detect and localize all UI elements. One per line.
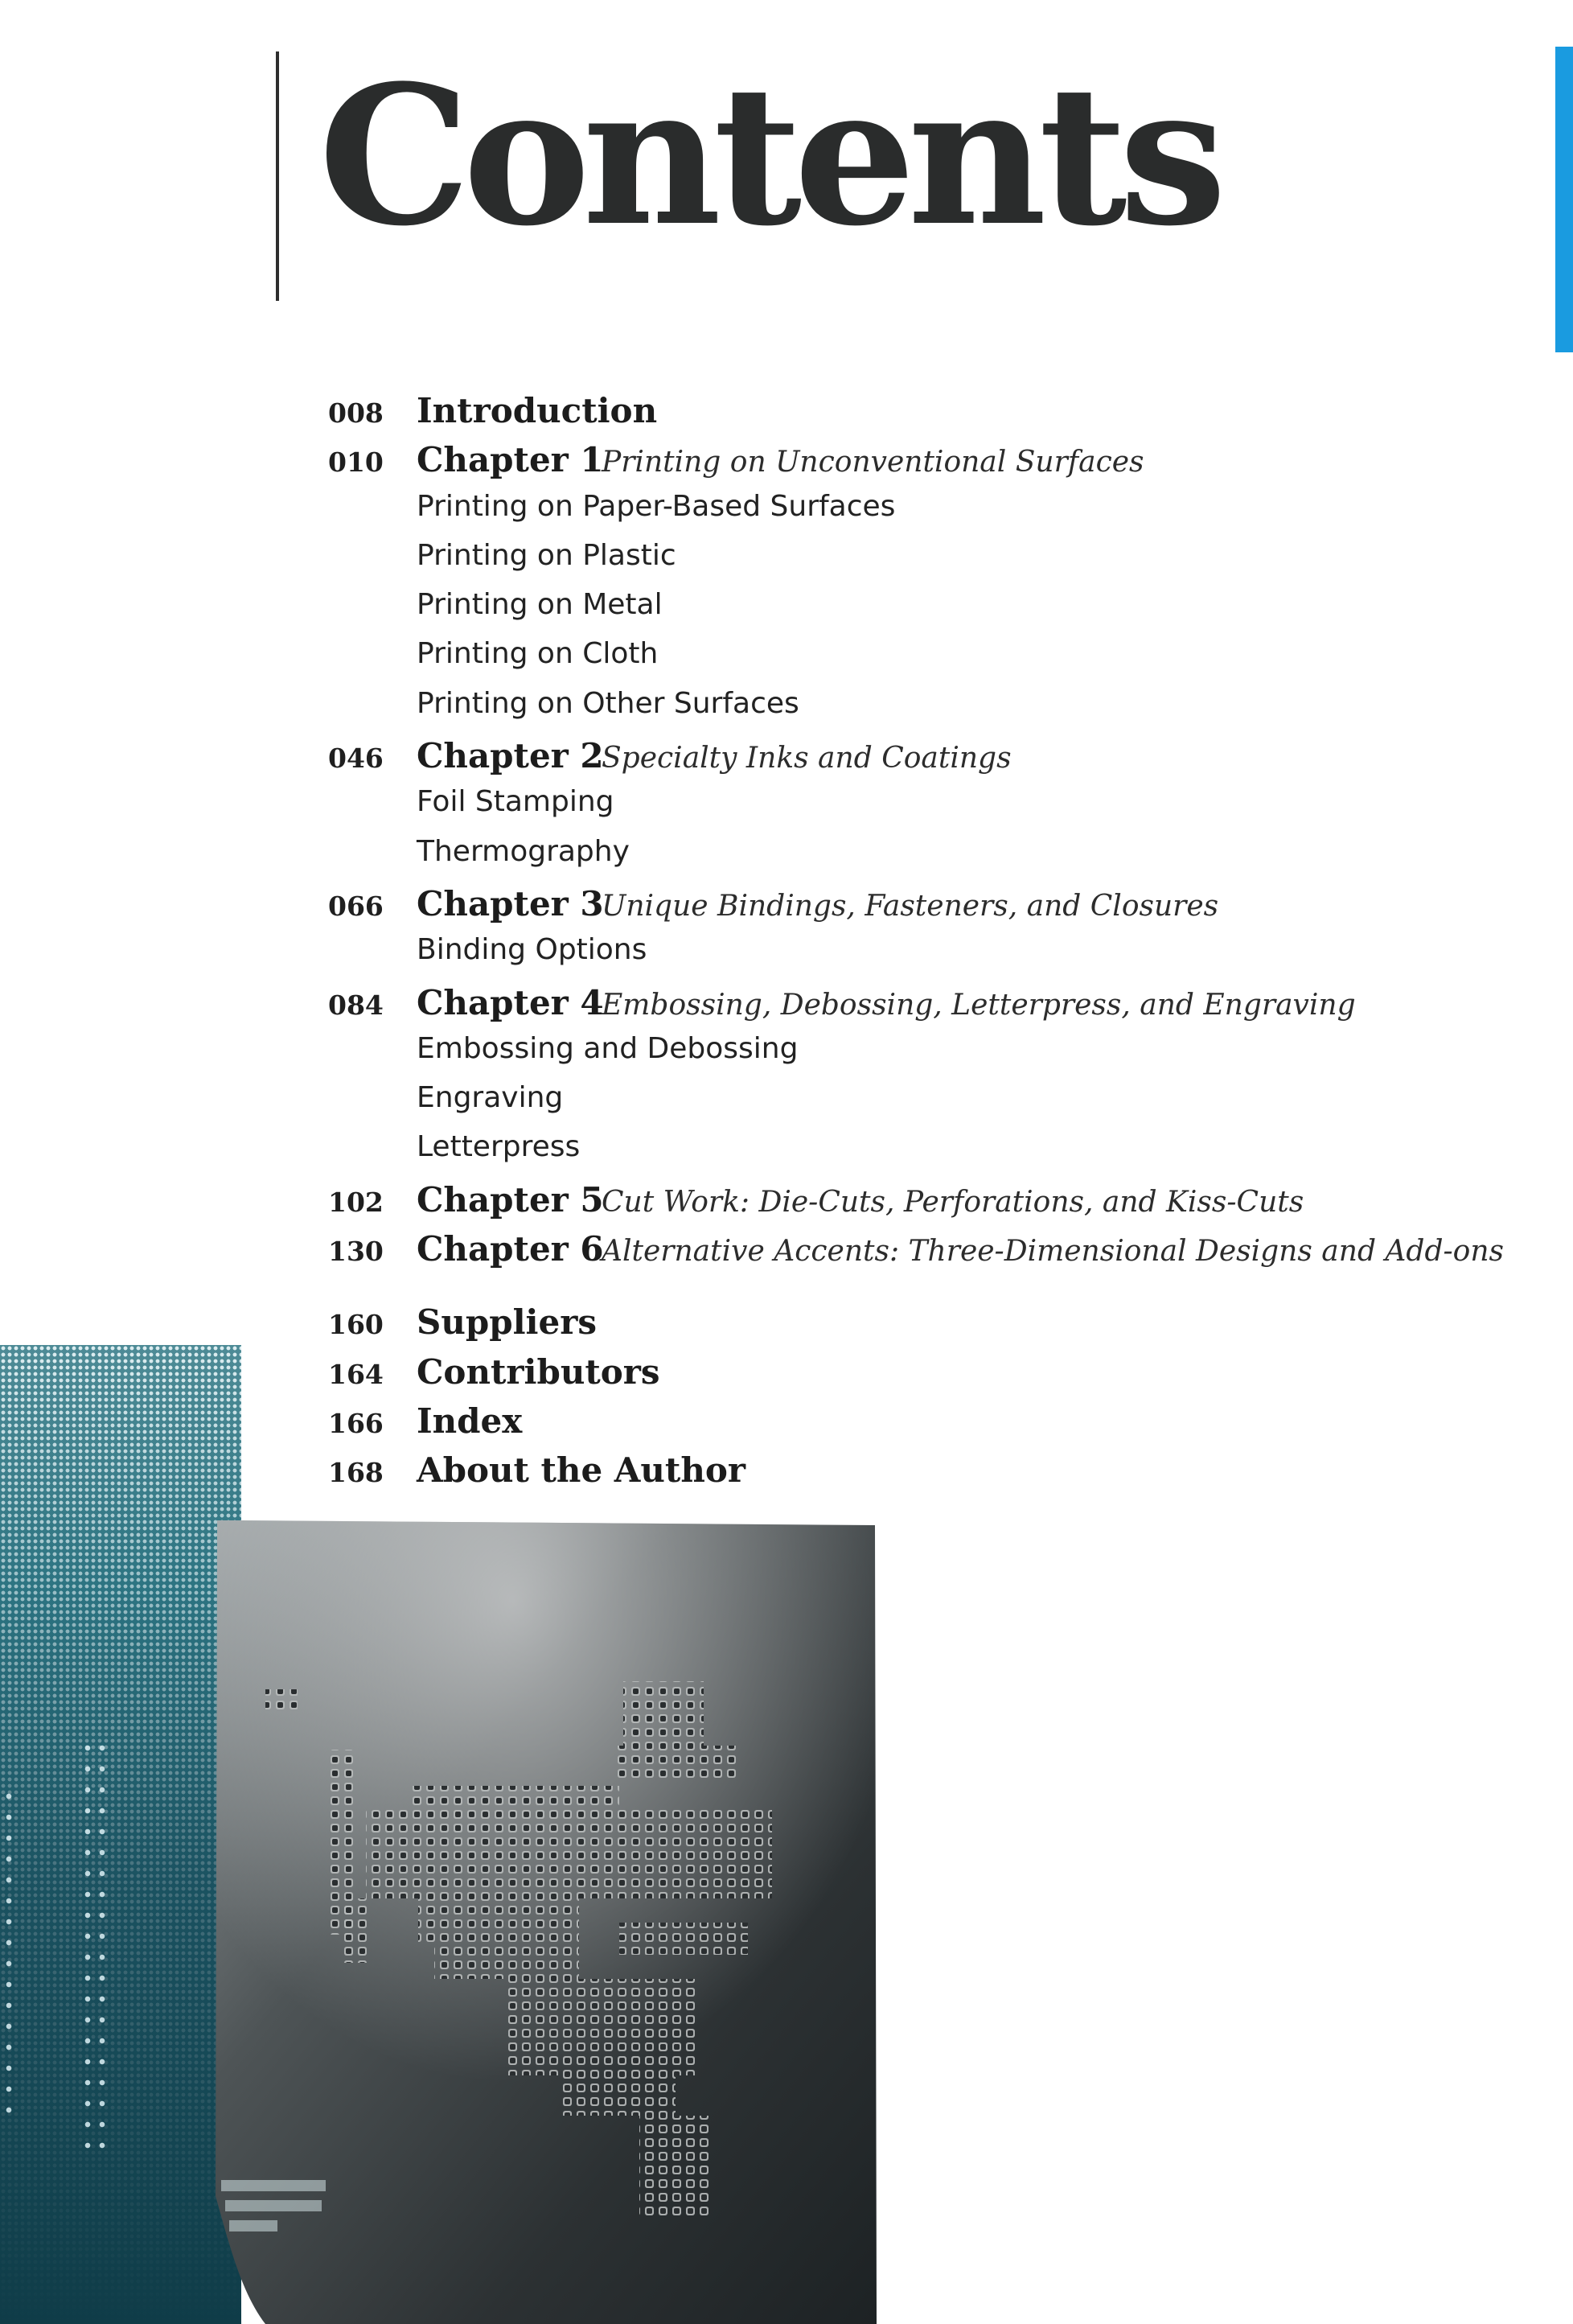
entry-label: About the Author — [417, 1450, 746, 1491]
spacer — [328, 1278, 1470, 1302]
toc-entry-chapter-3[interactable] — [328, 884, 1470, 933]
chapter-title: Specialty Inks and Coatings — [602, 742, 1012, 775]
section-label: Engraving — [417, 1081, 564, 1115]
toc-section[interactable] — [328, 588, 1470, 637]
section-label: Letterpress — [417, 1130, 581, 1164]
chapter-label: Chapter 6 — [417, 1229, 604, 1269]
table-of-contents — [328, 391, 1505, 1500]
toc-entry-contributors[interactable] — [328, 1352, 1470, 1401]
toc-entry-chapter-4[interactable] — [328, 983, 1470, 1032]
embossed-card-photo — [0, 1520, 877, 2324]
entry-label: Suppliers — [417, 1302, 598, 1343]
toc-entry-chapter-1[interactable] — [328, 440, 1470, 489]
page-number: 008 — [328, 397, 384, 429]
toc-entry-chapter-5[interactable] — [328, 1180, 1470, 1229]
section-label: Printing on Paper-Based Surfaces — [417, 489, 896, 523]
toc-section[interactable] — [328, 687, 1470, 736]
page-number: 168 — [328, 1457, 384, 1489]
toc-section[interactable] — [328, 490, 1470, 539]
page-number: 046 — [328, 742, 384, 775]
section-label: Foil Stamping — [417, 785, 614, 819]
page-number: 010 — [328, 446, 384, 479]
toc-entry-introduction[interactable] — [328, 391, 1470, 440]
toc-section[interactable] — [328, 785, 1470, 834]
accent-tab — [1555, 47, 1573, 352]
page-number: 166 — [328, 1407, 384, 1439]
toc-entry-suppliers[interactable] — [328, 1302, 1470, 1351]
chapter-title: Alternative Accents: Three-Dimensional Designs and Add-ons — [602, 1235, 1505, 1269]
toc-section[interactable] — [328, 933, 1470, 982]
chapter-label: Chapter 1 — [417, 440, 604, 480]
section-label: Embossing and Debossing — [417, 1031, 799, 1065]
toc-entry-chapter-6[interactable] — [328, 1229, 1505, 1278]
page-number: 084 — [328, 989, 384, 1021]
chapter-label: Chapter 4 — [417, 982, 604, 1022]
chapter-label: Chapter 2 — [417, 736, 604, 776]
chapter-title: Cut Work: Die-Cuts, Perforations, and Kiss-Cuts — [602, 1185, 1304, 1219]
chapter-title: Unique Bindings, Fasteners, and Closures — [602, 889, 1219, 923]
title-rule — [276, 51, 279, 301]
chapter-title: Embossing, Debossing, Letterpress, and Engraving — [602, 988, 1356, 1022]
chapter-label: Chapter 3 — [417, 883, 604, 923]
toc-section[interactable] — [328, 637, 1470, 686]
toc-section[interactable] — [328, 1130, 1470, 1179]
toc-entry-chapter-2[interactable] — [328, 736, 1470, 785]
page-number: 102 — [328, 1186, 384, 1218]
section-label: Printing on Cloth — [417, 637, 659, 671]
toc-entry-about-the-author[interactable] — [328, 1450, 1470, 1499]
chapter-label: Chapter 5 — [417, 1179, 604, 1220]
page-number: 130 — [328, 1236, 384, 1268]
section-label: Printing on Other Surfaces — [417, 686, 799, 720]
entry-label: Index — [417, 1401, 523, 1441]
page-number: 066 — [328, 890, 384, 922]
chapter-title: Printing on Unconventional Surfaces — [602, 446, 1144, 479]
section-label: Thermography — [417, 834, 630, 868]
entry-label: Contributors — [417, 1351, 660, 1392]
toc-section[interactable] — [328, 1081, 1470, 1130]
section-label: Binding Options — [417, 933, 647, 967]
entry-label: Introduction — [417, 391, 658, 430]
toc-entry-index[interactable] — [328, 1401, 1470, 1450]
toc-section[interactable] — [328, 1032, 1470, 1081]
toc-section[interactable] — [328, 835, 1470, 884]
page-number: 164 — [328, 1358, 384, 1390]
section-label: Printing on Plastic — [417, 538, 676, 572]
page-number: 160 — [328, 1309, 384, 1341]
toc-section[interactable] — [328, 539, 1470, 588]
page-title: Contents — [318, 44, 1219, 269]
section-label: Printing on Metal — [417, 588, 663, 622]
